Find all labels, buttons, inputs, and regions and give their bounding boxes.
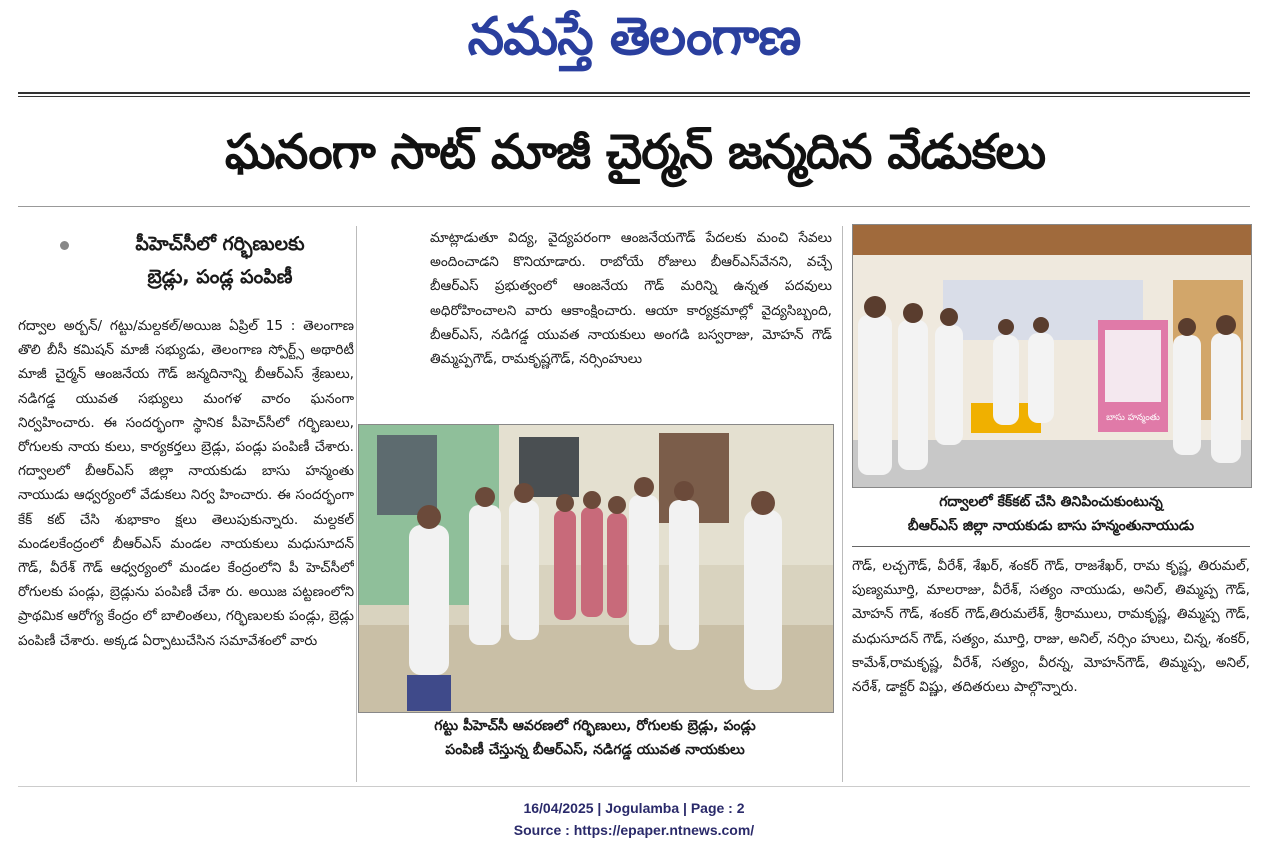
masthead-rule-thin (18, 96, 1250, 97)
bullet-icon (60, 241, 69, 250)
column-divider-2 (842, 226, 843, 782)
photo-caption-right (852, 490, 1250, 538)
caption-center-line-1: గట్టు పీహెచ్‌సీ ఆవరణలో గర్భిణులు, రోగులకు బ్రెడ్లు, పండ్లు (434, 718, 756, 734)
photo-caption-center (360, 714, 830, 762)
column-3-text: గౌడ్, లచ్చగౌడ్, వీరేశ్, శేఖర్, శంకర్ గౌడ్, రాజశేఖర్, రామ కృష్ణ, తిరుమల్, పుణ్యమూర్తి, మాలరాజు, వీరేశ్, సత్యం నాయుడు, అనిల్, తిమ్మప్ప గౌడ్, మోహన్ గౌడ్, శంకర్ గౌడ్,తిరుమలేశ్, శ్రీరాములు, రామకృష్ణ, తిమ్మప్ప గౌడ్, మధుసూదన్ గౌడ్, సత్యం, మూర్తి, రాజు, అనిల్, నర్సిం హులు, చిన్న, శంకర్, కామేశ్,రామకృష్ణ, వీరేశ్, సత్యం, వీరన్న, మోహన్‌గౌడ్, తిమ్మప్ప, అనిల్, నరేశ్, డాక్టర్ విష్ణు, తదితరులు పాల్గొన్నారు. (852, 558, 1250, 696)
bottom-rule (18, 786, 1250, 787)
caption-right-line-2: బీఆర్‌ఎస్ జిల్లా నాయకుడు బాసు హన్మంతునాయుడు (907, 518, 1195, 534)
caption-right-rule (852, 546, 1250, 547)
newspaper-masthead: నమస్తే తెలంగాణ (467, 7, 801, 67)
footer-date-edition: 16/04/2025 | Jogulamba | Page : 2 (523, 800, 745, 816)
subhead-line-1: పీహెచ్‌సీలో గర్భిణులకు (135, 233, 305, 255)
column-divider-1 (356, 226, 357, 782)
subhead-line-2: బ్రెడ్లు, పండ్ల పంపిణీ (147, 266, 293, 288)
headline-rule (18, 206, 1250, 207)
caption-right-line-1: గద్వాలలో కేక్‌కట్ చేసి తినిపించుకుంటున్న (939, 494, 1163, 510)
article-column-2 (430, 226, 832, 420)
footer-source-link[interactable]: Source : https://epaper.ntnews.com/ (513, 822, 755, 838)
photo-cake-illustration (853, 225, 1251, 487)
article-column-1 (18, 314, 354, 782)
article-headline: ఘనంగా సాట్ మాజీ చైర్మన్ జన్మదిన వేడుకలు (224, 124, 1046, 180)
article-subhead (70, 228, 370, 294)
article-column-3 (852, 554, 1250, 782)
column-2-text: మాట్లాడుతూ విద్య, వైద్యపరంగా ఆంజనేయగౌడ్ పేదలకు మంచి సేవలు అందించాడని కొనియాడారు. రాబోయే రోజులు బీఆర్‌ఎస్‌వేనని, వచ్చే బీఆర్‌ఎస్ ప్రభుత్వంలో ఆంజనేయ గౌడ్ మరిన్ని ఉన్నత పదవులు అధిరోహించాలని వారు ఆకాంక్షించారు. ఆయా కార్యక్రమాల్లో వైద్యసిబ్బంది, బీఆర్‌ఎస్, నడిగడ్డ యువత నాయకులు అంగడి బస్వరాజు, మోహన్ గౌడ్ తిమ్మప్పగౌడ్, రామకృష్ణగౌడ్, నర్సింహులు (430, 230, 832, 368)
photo-phc-illustration (359, 425, 833, 712)
photo-cake-cutting (852, 224, 1252, 488)
caption-center-line-2: పంపిణీ చేస్తున్న బీఆర్‌ఎస్, నడిగడ్డ యువత నాయకులు (445, 742, 745, 758)
column-1-text: గద్వాల అర్బన్/ గట్టు/మల్దకల్/అయిజ ఏప్రిల్ 15 : తెలంగాణ తొలి బీసీ కమిషన్ మాజీ సభ్యుడు, తెలంగాణ స్పోర్ట్స్ అథారిటీ మాజీ చైర్మన్ ఆంజనేయ గౌడ్ జన్మదినాన్ని బీఆర్‌ఎస్ శ్రేణులు, నడిగడ్డ యువత సభ్యులు మంగళ వారం ఘనంగా నిర్వహించారు. ఈ సందర్భంగా స్థానిక పీహెచ్‌సీలో గర్భిణులు, రోగులకు నాయ కులు, కార్యకర్తలు బ్రెడ్లు, పండ్లు పంపిణీ చేశారు. గద్వాలలో బీఆర్‌ఎస్ జిల్లా నాయకుడు బాసు హన్మంతు నాయుడు ఆధ్వర్యంలో వేడుకలు నిర్వ హించారు. ఈ సందర్భంగా కేక్ కట్ చేసి శుభాకాం క్షలు తెలుపుకున్నారు. మల్దకల్ మండలకేంద్రంలో బీఆర్‌ఎస్ మండల నాయకులు మధుసూదన్ గౌడ్, వీరేశ్ గౌడ్ ఆధ్వర్యంలో మండల కేంద్రంలోని పీ హెచ్‌సీలో రోగులకు పండ్లు, బ్రెడ్లును పంపిణీ చేశా రు. అయిజ పట్టణంలోని ప్రాథమిక ఆరోగ్య కేంద్రం లో బాలింతలు, గర్భిణులకు పండ్లు, బ్రెడ్లు పంపిణీ చేశారు. అక్కడ ఏర్పాటుచేసిన సమావేశంలో వారు (18, 318, 354, 649)
masthead-rule (18, 92, 1250, 94)
banner-text: బాసు హన్మంతు (1106, 413, 1160, 423)
photo-phc-distribution (358, 424, 834, 713)
